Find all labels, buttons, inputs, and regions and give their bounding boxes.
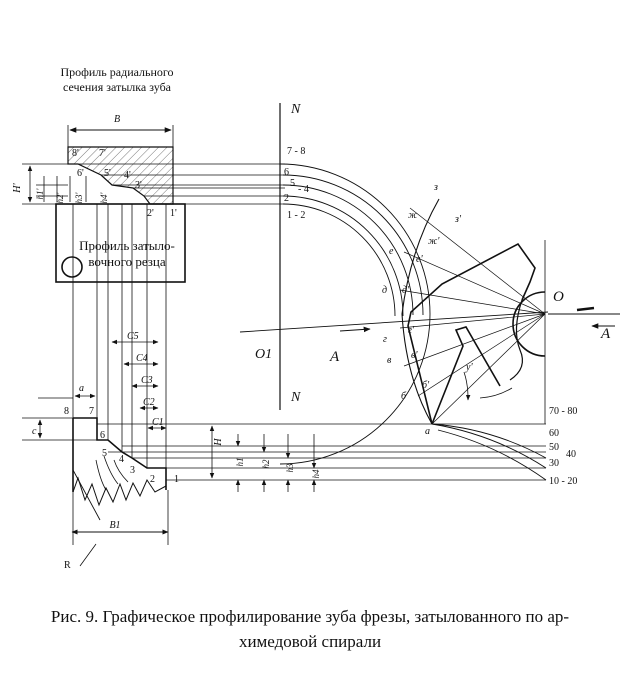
dim-R: R [64, 560, 71, 571]
dim-B: B [113, 114, 121, 125]
cutter-hole [62, 257, 82, 277]
arc-e-prime: е' [416, 254, 423, 265]
level-40: 40 [566, 449, 576, 460]
arc-g-prime: г' [408, 325, 415, 336]
dim-h3-prime: h3' [74, 192, 84, 204]
dim-h4: h4 [311, 469, 321, 479]
dim-a: a [79, 383, 84, 394]
level-2: 2 [284, 193, 289, 204]
arc-e: е [389, 246, 394, 257]
pt-3p: 3' [135, 180, 142, 191]
pt-2: 2 [150, 474, 155, 485]
level-4: - 4 [298, 184, 309, 195]
dim-h1: h1 [235, 457, 245, 467]
arc-b-prime: б' [422, 380, 430, 391]
level-6: 6 [284, 167, 289, 178]
dim-h2-prime: h2' [55, 192, 65, 204]
caption-line-2: химедовой спирали [238, 632, 382, 651]
arc-z-prime: з' [455, 214, 462, 225]
cutter-profile-label-2: вочного резца [88, 254, 166, 269]
dim-C4: C4 [136, 353, 148, 364]
pt-1p: 1' [170, 208, 177, 219]
dim-h4-prime: h4' [99, 192, 109, 204]
radial-section [68, 125, 173, 204]
pt-6: 6 [100, 430, 105, 441]
dim-C3: C3 [141, 375, 153, 386]
arc-b: б [401, 391, 407, 402]
arc-zh-prime: ж' [428, 236, 440, 247]
dim-H: H [213, 438, 224, 446]
pt-5: 5 [102, 448, 107, 459]
bottom-projection-lines [97, 424, 546, 480]
level-30: 30 [549, 458, 559, 469]
dim-B1: B1 [109, 520, 121, 531]
bottom-tooth-profile [22, 398, 168, 566]
dim-h2: h2 [261, 459, 271, 469]
level-10-20: 10 - 20 [549, 476, 578, 487]
bottom-height-dims [212, 426, 314, 492]
figure-caption [10, 604, 610, 654]
pt-7p: 7' [99, 148, 106, 159]
arc-d-prime: д' [402, 285, 410, 296]
level-60: 60 [549, 428, 559, 439]
pt-6p: 6' [77, 168, 84, 179]
level-7-8: 7 - 8 [287, 146, 306, 157]
pt-4p: 4' [124, 170, 131, 181]
pt-7: 7 [89, 406, 94, 417]
pt-8: 8 [64, 406, 69, 417]
axis-N-bottom: N [291, 390, 301, 405]
arc-v-prime: в' [411, 350, 418, 361]
arc-u-prime: у' [466, 362, 473, 373]
cutter-profile-label-1: Профиль затыло- [79, 238, 175, 253]
pt-4: 4 [119, 454, 124, 465]
dim-h3: h3 [285, 463, 295, 473]
arc-d: д [382, 285, 388, 296]
level-50: 50 [549, 442, 559, 453]
level-1-2: 1 - 2 [287, 210, 306, 221]
radial-section-heading-1: Профиль радиального [60, 65, 174, 79]
level-5: 5 [290, 178, 295, 189]
level-70-80: 70 - 80 [549, 406, 578, 417]
caption-line-1: Рис. 9. Графическое профилирование зуба фрезы, затылованного по ар- [50, 607, 570, 626]
label-O1: O1 [255, 347, 273, 362]
dim-C5: C5 [127, 331, 139, 342]
arc-v: в [387, 355, 392, 366]
dim-H-prime: H' [12, 183, 23, 193]
pt-1: 1 [174, 474, 179, 485]
dim-h1-prime: h1' [35, 188, 45, 200]
dim-c: c [32, 426, 37, 437]
pt-2p: 2' [147, 208, 154, 219]
pt-8p: 8' [72, 148, 79, 159]
dim-C1: C1 [152, 417, 164, 428]
label-O: O [553, 289, 564, 305]
label-A-right: A [601, 326, 611, 342]
radial-section-heading-2: сечения затылка зуба [62, 80, 172, 94]
axis-N-top: N [291, 102, 301, 117]
label-A-left: A [330, 349, 340, 365]
pt-5p: 5' [104, 168, 111, 179]
dim-C2: C2 [143, 397, 155, 408]
arc-z: з [434, 182, 438, 193]
arc-a: а [425, 426, 430, 437]
arc-g: г [383, 334, 387, 345]
pt-3: 3 [130, 465, 135, 476]
arc-zh: ж [408, 210, 418, 221]
